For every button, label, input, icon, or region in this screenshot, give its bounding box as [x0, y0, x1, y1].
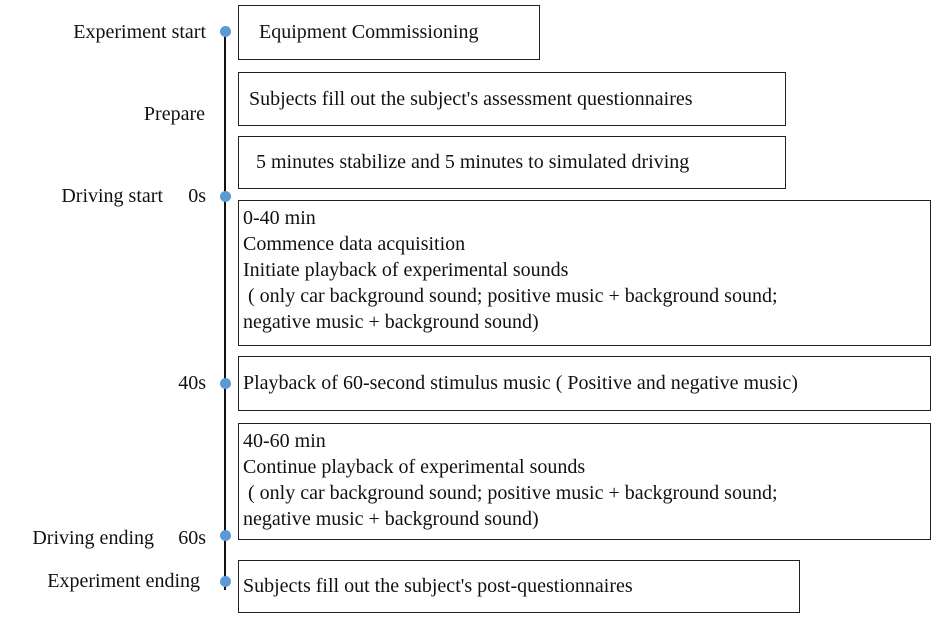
driving-start-time: 0s: [188, 185, 206, 207]
forty-second-dot: [220, 378, 231, 389]
stimulus-music-box: [238, 356, 931, 411]
prepare-label: Prepare: [143, 103, 205, 125]
stimulus-music-text: Playback of 60-second stimulus music ( Positive and negative music): [243, 372, 798, 394]
driving-start-label: Driving start: [61, 185, 163, 207]
driving-ending-label: Driving ending: [32, 527, 154, 549]
phase-one-line: 0-40 min: [243, 207, 316, 229]
assessment-questionnaire-box: [238, 72, 786, 126]
equipment-commissioning-text: Equipment Commissioning: [259, 21, 479, 43]
equipment-commissioning-box: [238, 5, 540, 60]
phase-two-line: ( only car background sound; positive music + background sound;: [243, 482, 778, 504]
experiment-start-label: Experiment start: [73, 21, 206, 43]
experiment-start-dot: [220, 26, 231, 37]
phase-two-line: negative music + background sound): [243, 508, 539, 530]
phase-one-line: negative music + background sound): [243, 311, 539, 333]
phase-two-line: Continue playback of experimental sounds: [243, 456, 586, 478]
timeline-axis: [224, 30, 226, 590]
post-questionnaire-box: [238, 560, 800, 613]
driving-ending-time: 60s: [178, 527, 206, 549]
phase-one-box: [238, 200, 931, 346]
stabilize-text: 5 minutes stabilize and 5 minutes to simulated driving: [256, 151, 690, 173]
assessment-questionnaire-text: Subjects fill out the subject's assessment questionnaires: [249, 87, 693, 110]
experiment-ending-label: Experiment ending: [47, 570, 200, 592]
phase-one-line: Commence data acquisition: [243, 233, 466, 255]
driving-start-dot: [220, 191, 231, 202]
stabilize-box: [238, 136, 786, 189]
driving-ending-dot: [220, 530, 231, 541]
phase-one-line: Initiate playback of experimental sounds: [243, 259, 569, 281]
forty-second-label: 40s: [178, 372, 206, 394]
phase-one-line: ( only car background sound; positive music + background sound;: [243, 285, 778, 307]
phase-two-box: [238, 423, 931, 540]
experiment-ending-dot: [220, 576, 231, 587]
post-questionnaire-text: Subjects fill out the subject's post-questionnaires: [243, 575, 633, 597]
phase-two-line: 40-60 min: [243, 430, 326, 452]
